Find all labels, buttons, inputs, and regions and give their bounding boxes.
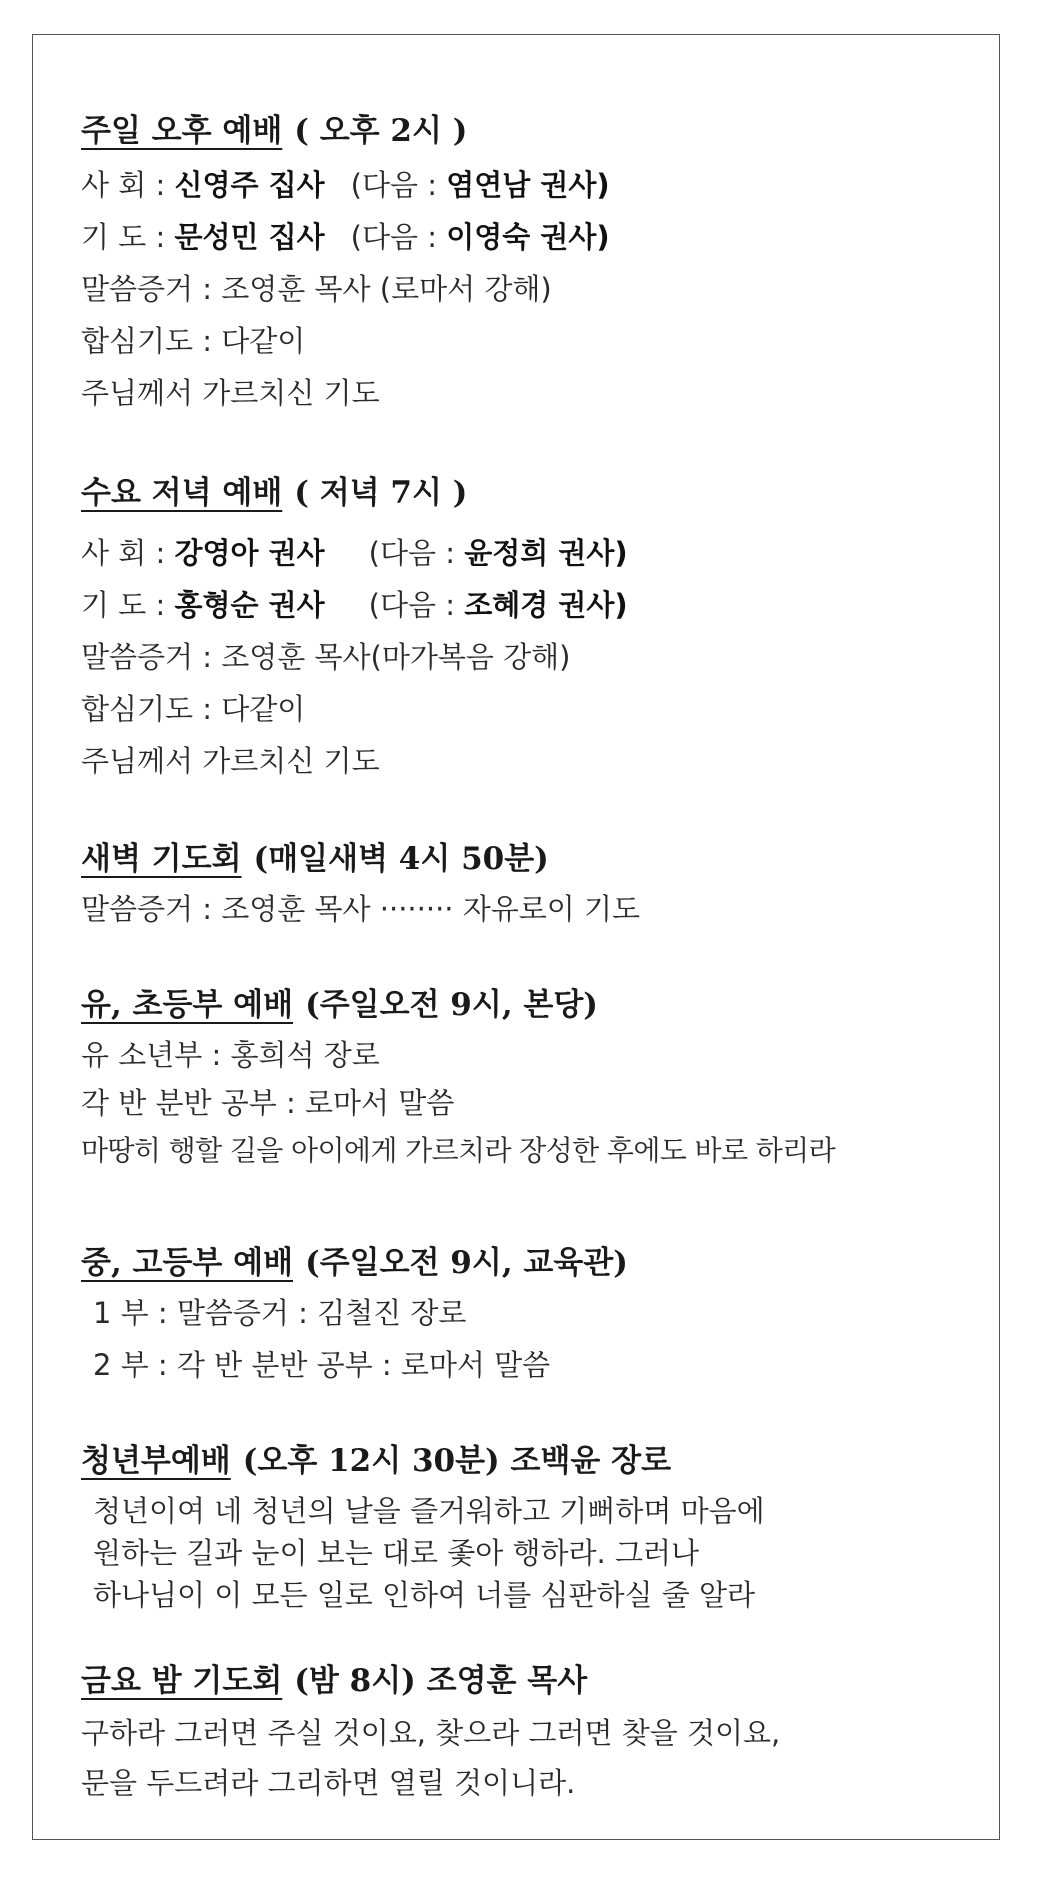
sunday-pm-sermon-line: 말씀증거 : 조영훈 목사 (로마서 강해) [81, 272, 552, 306]
kids-verse-line: 마땅히 행할 길을 아이에게 가르치라 장성한 후에도 바로 하리라 [81, 1134, 836, 1167]
next-open: (다음 : [350, 220, 437, 254]
dawn-heading [81, 833, 549, 878]
wed-pm-title: 수요 저녁 예배 [81, 475, 283, 511]
teens-part2-line: 2 부 : 각 반 분반 공부 : 로마서 말씀 [93, 1348, 551, 1382]
kids-time: (주일오전 9시, 본당) [305, 987, 598, 1023]
next-open: (다음 : [350, 168, 437, 202]
sunday-pm-time: ( 오후 2시 ) [294, 113, 468, 149]
dawn-time: (매일새벽 4시 50분) [253, 841, 549, 877]
next-host-name: 염연남 권사) [446, 168, 610, 202]
next-open: (다음 : [368, 588, 455, 622]
friday-verse-line-2: 문을 두드려라 그리하면 열릴 것이니라. [81, 1766, 576, 1800]
wed-pm-heading [81, 467, 467, 512]
next-host-name: 윤정희 권사) [464, 536, 628, 570]
kids-heading [81, 979, 598, 1024]
sunday-pm-group-prayer-line: 합심기도 : 다같이 [81, 324, 306, 358]
friday-verse-line-1: 구하라 그러면 주실 것이요, 찾으라 그러면 찾을 것이요, [81, 1716, 781, 1750]
teens-time: (주일오전 9시, 교육관) [305, 1245, 628, 1281]
sunday-pm-prayer-line [81, 215, 610, 256]
youth-verse-line-2: 원하는 길과 눈이 보는 대로 좇아 행하라. 그러나 [93, 1536, 700, 1570]
friday-heading [81, 1655, 587, 1700]
wed-pm-host-line [81, 531, 628, 572]
friday-title: 금요 밤 기도회 [81, 1663, 283, 1699]
kids-class-line: 각 반 분반 공부 : 로마서 말씀 [81, 1086, 455, 1120]
youth-verse-line-1: 청년이여 네 청년의 날을 즐거워하고 기뻐하며 마음에 [93, 1494, 765, 1528]
prayer-label: 기 도 : [81, 588, 166, 622]
sunday-pm-title: 주일 오후 예배 [81, 113, 283, 149]
wed-pm-sermon-line: 말씀증거 : 조영훈 목사(마가복음 강해) [81, 640, 571, 674]
wed-pm-lords-prayer-line: 주님께서 가르치신 기도 [81, 744, 380, 778]
host-label: 사 회 : [81, 168, 166, 202]
sunday-pm-heading [81, 105, 467, 150]
dawn-title: 새벽 기도회 [81, 841, 242, 877]
kids-title: 유, 초등부 예배 [81, 987, 294, 1023]
wed-pm-time: ( 저녁 7시 ) [294, 475, 468, 511]
sunday-pm-lords-prayer-line: 주님께서 가르치신 기도 [81, 376, 380, 410]
next-prayer-name: 조혜경 권사) [464, 588, 628, 622]
next-prayer-name: 이영숙 권사) [446, 220, 610, 254]
prayer-name: 문성민 집사 [174, 220, 325, 254]
host-name: 강영아 권사 [174, 536, 325, 570]
teens-title: 중, 고등부 예배 [81, 1245, 294, 1281]
youth-title: 청년부예배 [81, 1443, 231, 1479]
host-name: 신영주 집사 [174, 168, 325, 202]
prayer-label: 기 도 : [81, 220, 166, 254]
sunday-pm-host-line [81, 163, 610, 204]
kids-leader-line: 유 소년부 : 홍희석 장로 [81, 1038, 380, 1072]
teens-part1-line: 1 부 : 말씀증거 : 김철진 장로 [93, 1296, 467, 1330]
youth-heading [81, 1435, 671, 1480]
friday-time: (밤 8시) 조영훈 목사 [294, 1663, 588, 1699]
bulletin-frame [32, 34, 1000, 1840]
youth-time: (오후 12시 30분) 조백윤 장로 [242, 1443, 672, 1479]
dawn-sermon-line: 말씀증거 : 조영훈 목사 ········ 자유로이 기도 [81, 892, 641, 926]
host-label: 사 회 : [81, 536, 166, 570]
youth-verse-line-3: 하나님이 이 모든 일로 인하여 너를 심판하실 줄 알라 [93, 1578, 756, 1612]
next-open: (다음 : [368, 536, 455, 570]
wed-pm-prayer-line [81, 583, 628, 624]
teens-heading [81, 1237, 628, 1282]
wed-pm-group-prayer-line: 합심기도 : 다같이 [81, 692, 306, 726]
prayer-name: 홍형순 권사 [174, 588, 325, 622]
